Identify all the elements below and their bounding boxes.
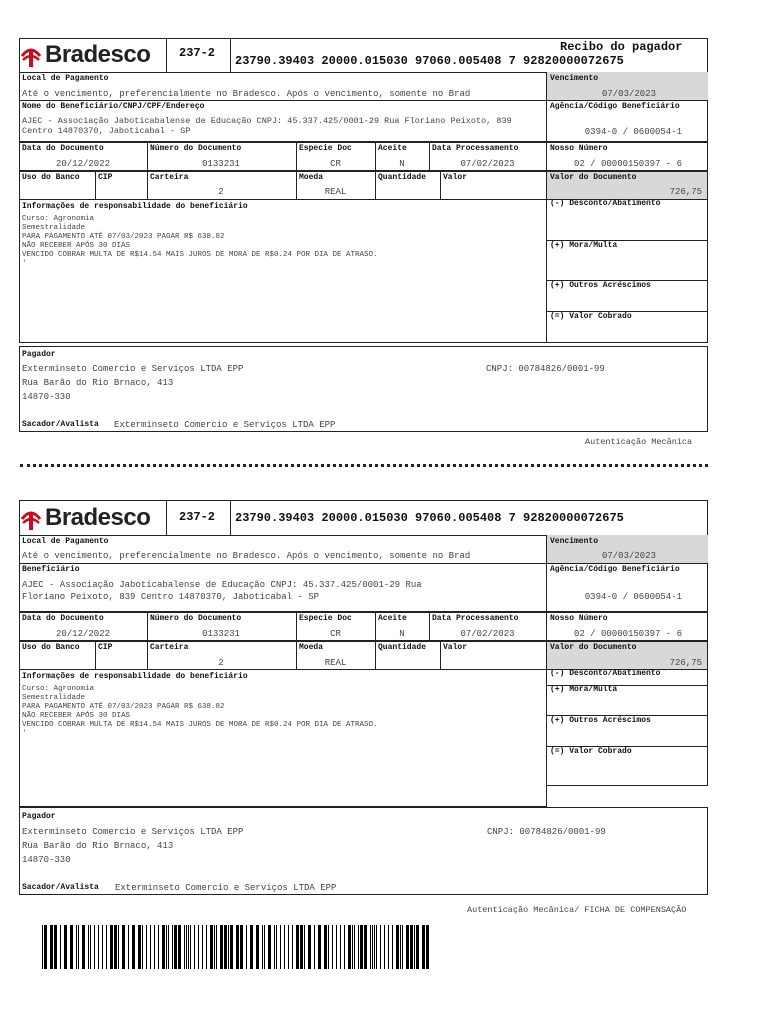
agencia-value-bottom: 0394-0 / 0600054-1	[584, 592, 682, 602]
label-beneficiario-bottom: Beneficiário	[22, 565, 80, 574]
barcode-bar	[128, 925, 129, 969]
data-documento-value: 20/12/2022	[55, 159, 110, 169]
label-valor-bottom: Valor	[443, 643, 468, 652]
label-quantidade-bottom: Quantidade	[378, 643, 427, 652]
aceite-value-bottom: N	[399, 629, 405, 639]
label-moeda-bottom: Moeda	[299, 643, 324, 652]
barcode-bar	[340, 925, 341, 969]
data-documento-value-bottom: 20/12/2022	[55, 629, 110, 639]
barcode-bar	[54, 925, 57, 969]
label-local-pagamento: Local de Pagamento	[22, 74, 109, 83]
label-data-processamento: Data Processamento	[432, 144, 519, 153]
label-valor: Valor	[443, 173, 468, 182]
barcode-bar	[274, 925, 275, 969]
label-uso-banco-bottom: Uso do Banco	[22, 643, 80, 652]
barcode-bar	[344, 925, 345, 969]
nosso-numero-value-bottom: 02 / 00000150397 - 6	[573, 629, 683, 639]
barcode-bar	[228, 925, 229, 969]
barcode-bar	[268, 925, 271, 969]
receipt-title: Recibo do pagador	[560, 40, 683, 54]
pagador-cnpj-bottom: CNPJ: 00784826/0001-99	[487, 827, 606, 837]
bradesco-tree-icon	[20, 505, 42, 531]
barcode-bar	[42, 925, 43, 969]
especie-doc-value-bottom: CR	[330, 629, 341, 639]
vencimento-value-bottom: 07/03/2023	[601, 551, 656, 561]
moeda-value: REAL	[324, 187, 347, 197]
barcode-bar	[426, 925, 429, 969]
moeda-value-bottom: REAL	[324, 658, 347, 668]
barcode-bar	[264, 925, 265, 969]
barcode-bar	[50, 925, 53, 969]
pagador-cep-bottom: 14870-330	[22, 855, 71, 865]
barcode-bar	[392, 925, 393, 969]
barcode-bar	[88, 925, 89, 969]
cut-line	[20, 464, 708, 467]
barcode-bar	[364, 925, 367, 969]
label-numero-documento-bottom: Número do Documento	[150, 614, 242, 623]
barcode-bar	[406, 925, 409, 969]
agencia-value: 0394-0 / 0600054-1	[584, 127, 682, 137]
barcode-bar	[300, 925, 303, 969]
barcode-bar	[214, 925, 215, 969]
label-carteira: Carteira	[150, 173, 189, 182]
label-quantidade: Quantidade	[378, 173, 427, 182]
label-carteira-bottom: Carteira	[150, 643, 189, 652]
barcode-bar	[106, 925, 107, 969]
barcode-bar	[70, 925, 73, 969]
label-mora-bottom: (+) Mora/Multa	[550, 685, 618, 694]
barcode-bar	[354, 925, 355, 969]
barcode-bar	[184, 925, 185, 969]
label-outros-bottom: (+) Outros Acréscimos	[550, 716, 651, 725]
label-pagador: Pagador	[22, 350, 56, 359]
label-agencia-bottom: Agência/Código Beneficiário	[550, 565, 680, 574]
barcode-bar	[94, 925, 95, 969]
barcode-bar	[44, 925, 47, 969]
barcode-bar	[318, 925, 321, 969]
label-uso-banco: Uso do Banco	[22, 173, 80, 182]
label-data-processamento-bottom: Data Processamento	[432, 614, 519, 623]
label-aceite-bottom: Aceite	[378, 614, 407, 623]
instructions-text: Curso: Agronomia Semestralidade PARA PAGAMENTO ATÉ 07/03/2023 PAGAR R$ 638.82 NÃO RECEBER APÓS 30 DIAS VENCIDO COBRAR MULTA DE R$14.54 MAIS JUROS DE MORA DE R$0.24 POR DIA DE ATRASO. '	[22, 215, 378, 268]
carteira-value-bottom: 2	[218, 658, 224, 668]
barcode-bar	[396, 925, 399, 969]
nosso-numero-value: 02 / 00000150397 - 6	[573, 159, 683, 169]
barcode-bar	[110, 925, 113, 969]
label-valor-documento-bottom: Valor do Documento	[550, 643, 637, 652]
label-sacador: Sacador/Avalista	[22, 420, 99, 429]
barcode-bar	[370, 925, 371, 969]
local-pagamento-bottom: Até o vencimento, preferencialmente no Bradesco. Após o vencimento, somente no Brad	[22, 551, 471, 561]
pagador-nome-bottom: Exterminseto Comercio e Serviços LTDA EPP	[22, 827, 244, 837]
local-pagamento: Até o vencimento, preferencialmente no Bradesco. Após o vencimento, somente no Brad	[22, 89, 471, 99]
barcode-bar	[376, 925, 377, 969]
barcode-bar	[276, 925, 277, 969]
barcode-bar	[324, 925, 327, 969]
label-data-documento-bottom: Data do Documento	[22, 614, 104, 623]
barcode-bar	[64, 925, 67, 969]
barcode-bar	[296, 925, 299, 969]
label-local-pagamento-bottom: Local de Pagamento	[22, 537, 109, 546]
label-vencimento: Vencimento	[550, 74, 599, 83]
sacador-value-bottom: Exterminseto Comercio e Serviços LTDA EPP	[115, 883, 337, 893]
pagador-endereco-bottom: Rua Barão do Rio Brnaco, 413	[22, 841, 174, 851]
label-nosso-numero: Nosso Número	[550, 144, 608, 153]
label-sacador-bottom: Sacador/Avalista	[22, 883, 99, 892]
barcode-bar	[146, 925, 147, 969]
barcode-bar	[336, 925, 337, 969]
label-especie-doc: Especie Doc	[299, 144, 352, 153]
barcode-bar	[284, 925, 285, 969]
barcode-bar	[114, 925, 117, 969]
barcode-bar	[414, 925, 415, 969]
barcode-bar	[188, 925, 189, 969]
bank-code: 237-2	[179, 46, 216, 60]
barcode-bar	[194, 925, 195, 969]
pagador-nome: Exterminseto Comercio e Serviços LTDA EPP	[22, 364, 244, 374]
beneficiario-line1: AJEC - Associação Jaboticabalense de Educação CNPJ: 45.337.425/0001-29 Rua Floriano Peixoto, 839	[22, 116, 512, 126]
barcode-bar	[422, 925, 425, 969]
data-processamento-value-bottom: 07/02/2023	[460, 629, 515, 639]
barcode-bar	[122, 925, 125, 969]
barcode-bar	[240, 925, 243, 969]
numero-documento-value: 0133231	[202, 159, 240, 169]
barcode-bar	[178, 925, 181, 969]
barcode-bar	[236, 925, 239, 969]
barcode-bar	[138, 925, 141, 969]
label-valor-cobrado: (=) Valor Cobrado	[550, 312, 632, 321]
barcode-bar	[288, 925, 289, 969]
barcode-bar	[60, 925, 61, 969]
pagador-cep: 14870-330	[22, 392, 71, 402]
barcode-bar	[380, 925, 381, 969]
barcode-bar	[198, 925, 199, 969]
label-pagador-bottom: Pagador	[22, 812, 56, 821]
barcode-bar	[118, 925, 119, 969]
barcode-bar	[186, 925, 187, 969]
barcode-bar	[384, 925, 385, 969]
barcode-bar	[250, 925, 253, 969]
bradesco-wordmark: Bradesco	[45, 41, 151, 68]
label-desconto: (-) Desconto/Abatimento	[550, 199, 661, 208]
barcode-bar	[142, 925, 143, 969]
barcode-bar	[210, 925, 213, 969]
barcode-bar	[162, 925, 165, 969]
barcode-bar	[410, 925, 413, 969]
barcode-bar	[216, 925, 217, 969]
bradesco-wordmark: Bradesco	[45, 504, 151, 531]
barcode-bar	[388, 925, 389, 969]
sacador-value: Exterminseto Comercio e Serviços LTDA EPP	[114, 420, 336, 430]
bradesco-logo-bottom	[20, 502, 166, 534]
barcode-bar	[202, 925, 203, 969]
barcode-bar	[400, 925, 401, 969]
pagador-endereco: Rua Barão do Rio Brnaco, 413	[22, 378, 174, 388]
barcode-bar	[308, 925, 311, 969]
barcode-bar	[280, 925, 281, 969]
barcode-bar	[230, 925, 233, 969]
barcode-bar	[360, 925, 363, 969]
label-data-documento: Data do Documento	[22, 144, 104, 153]
valor-documento-value-bottom: 726,75	[669, 658, 702, 668]
label-valor-cobrado-bottom: (=) Valor Cobrado	[550, 747, 632, 756]
barcode-bar	[132, 925, 135, 969]
pagador-cnpj: CNPJ: 00784826/0001-99	[486, 364, 605, 374]
barcode-bar	[304, 925, 305, 969]
barcode-bar	[76, 925, 77, 969]
barcode-bar	[166, 925, 167, 969]
label-cip-bottom: CIP	[98, 643, 113, 652]
label-informacoes-bottom: Informações de responsabilidade do beneficiário	[22, 672, 248, 681]
barcode-bar	[372, 925, 373, 969]
data-processamento-value: 07/02/2023	[460, 159, 515, 169]
barcode-bar	[172, 925, 173, 969]
label-valor-documento: Valor do Documento	[550, 173, 637, 182]
label-especie-doc-bottom: Especie Doc	[299, 614, 352, 623]
beneficiario-line2-bottom: Floriano Peixoto, 839 Centro 14870370, Jaboticabal - SP	[22, 592, 320, 602]
label-desconto-bottom: (-) Desconto/Abatimento	[550, 669, 661, 678]
vencimento-value: 07/03/2023	[601, 89, 656, 99]
barcode-bar	[256, 925, 259, 969]
label-beneficiario: Nome do Beneficiário/CNPJ/CPF/Endereço	[22, 102, 205, 111]
barcode-bar	[262, 925, 263, 969]
label-mora: (+) Mora/Multa	[550, 241, 618, 250]
barcode-bar	[158, 925, 159, 969]
autenticacao-bottom: Autenticação Mecânica/ FICHA DE COMPENSAÇÃO	[467, 905, 687, 915]
aceite-value: N	[399, 159, 405, 169]
label-nosso-numero-bottom: Nosso Número	[550, 614, 608, 623]
barcode-bar	[352, 925, 353, 969]
barcode-bar	[154, 925, 155, 969]
barcode-bar	[348, 925, 351, 969]
barcode-bar	[332, 925, 333, 969]
digitable-line-bottom: 23790.39403 20000.015030 97060.005408 7 92820000072675	[235, 511, 624, 525]
especie-doc-value: CR	[330, 159, 341, 169]
numero-documento-value-bottom: 0133231	[202, 629, 240, 639]
barcode-bar	[328, 925, 329, 969]
barcode-bar	[190, 925, 191, 969]
label-informacoes: Informações de responsabilidade do beneficiário	[22, 202, 248, 211]
barcode-bar	[102, 925, 103, 969]
autenticacao-top: Autenticação Mecânica	[585, 437, 693, 447]
carteira-value: 2	[218, 187, 224, 197]
barcode-bar	[224, 925, 227, 969]
bank-code-bottom: 237-2	[179, 510, 216, 524]
barcode-bar	[220, 925, 223, 969]
barcode-bar	[402, 925, 403, 969]
label-agencia: Agência/Código Beneficiário	[550, 102, 680, 111]
barcode-bar	[206, 925, 207, 969]
barcode-bar	[314, 925, 315, 969]
label-cip: CIP	[98, 173, 113, 182]
barcode-bar	[168, 925, 169, 969]
instructions-text-bottom: Curso: Agronomia Semestralidade PARA PAGAMENTO ATÉ 07/03/2023 PAGAR R$ 638.82 NÃO RECEBER APÓS 30 DIAS VENCIDO COBRAR MULTA DE R$14.54 MAIS JUROS DE MORA DE R$0.24 POR DIA DE ATRASO. '	[22, 685, 378, 738]
barcode-bar	[292, 925, 293, 969]
label-vencimento-bottom: Vencimento	[550, 537, 599, 546]
label-outros: (+) Outros Acréscimos	[550, 281, 651, 290]
valor-documento-value: 726,75	[669, 187, 702, 197]
barcode-bar	[358, 925, 359, 969]
barcode-bar	[90, 925, 91, 969]
digitable-line: 23790.39403 20000.015030 97060.005408 7 92820000072675	[235, 54, 624, 68]
beneficiario-line2: Centro 14870370, Jaboticabal - SP	[22, 126, 191, 136]
barcode-bar	[150, 925, 151, 969]
label-numero-documento: Número do Documento	[150, 144, 242, 153]
label-aceite: Aceite	[378, 144, 407, 153]
barcode	[42, 925, 434, 969]
barcode-bar	[246, 925, 247, 969]
barcode-bar	[98, 925, 99, 969]
barcode-bar	[416, 925, 419, 969]
barcode-bar	[174, 925, 177, 969]
barcode-bar	[82, 925, 85, 969]
barcode-bar	[78, 925, 79, 969]
barcode-bar	[374, 925, 375, 969]
beneficiario-line1-bottom: AJEC - Associação Jaboticabalense de Educação CNPJ: 45.337.425/0001-29 Rua	[22, 580, 422, 590]
label-moeda: Moeda	[299, 173, 324, 182]
